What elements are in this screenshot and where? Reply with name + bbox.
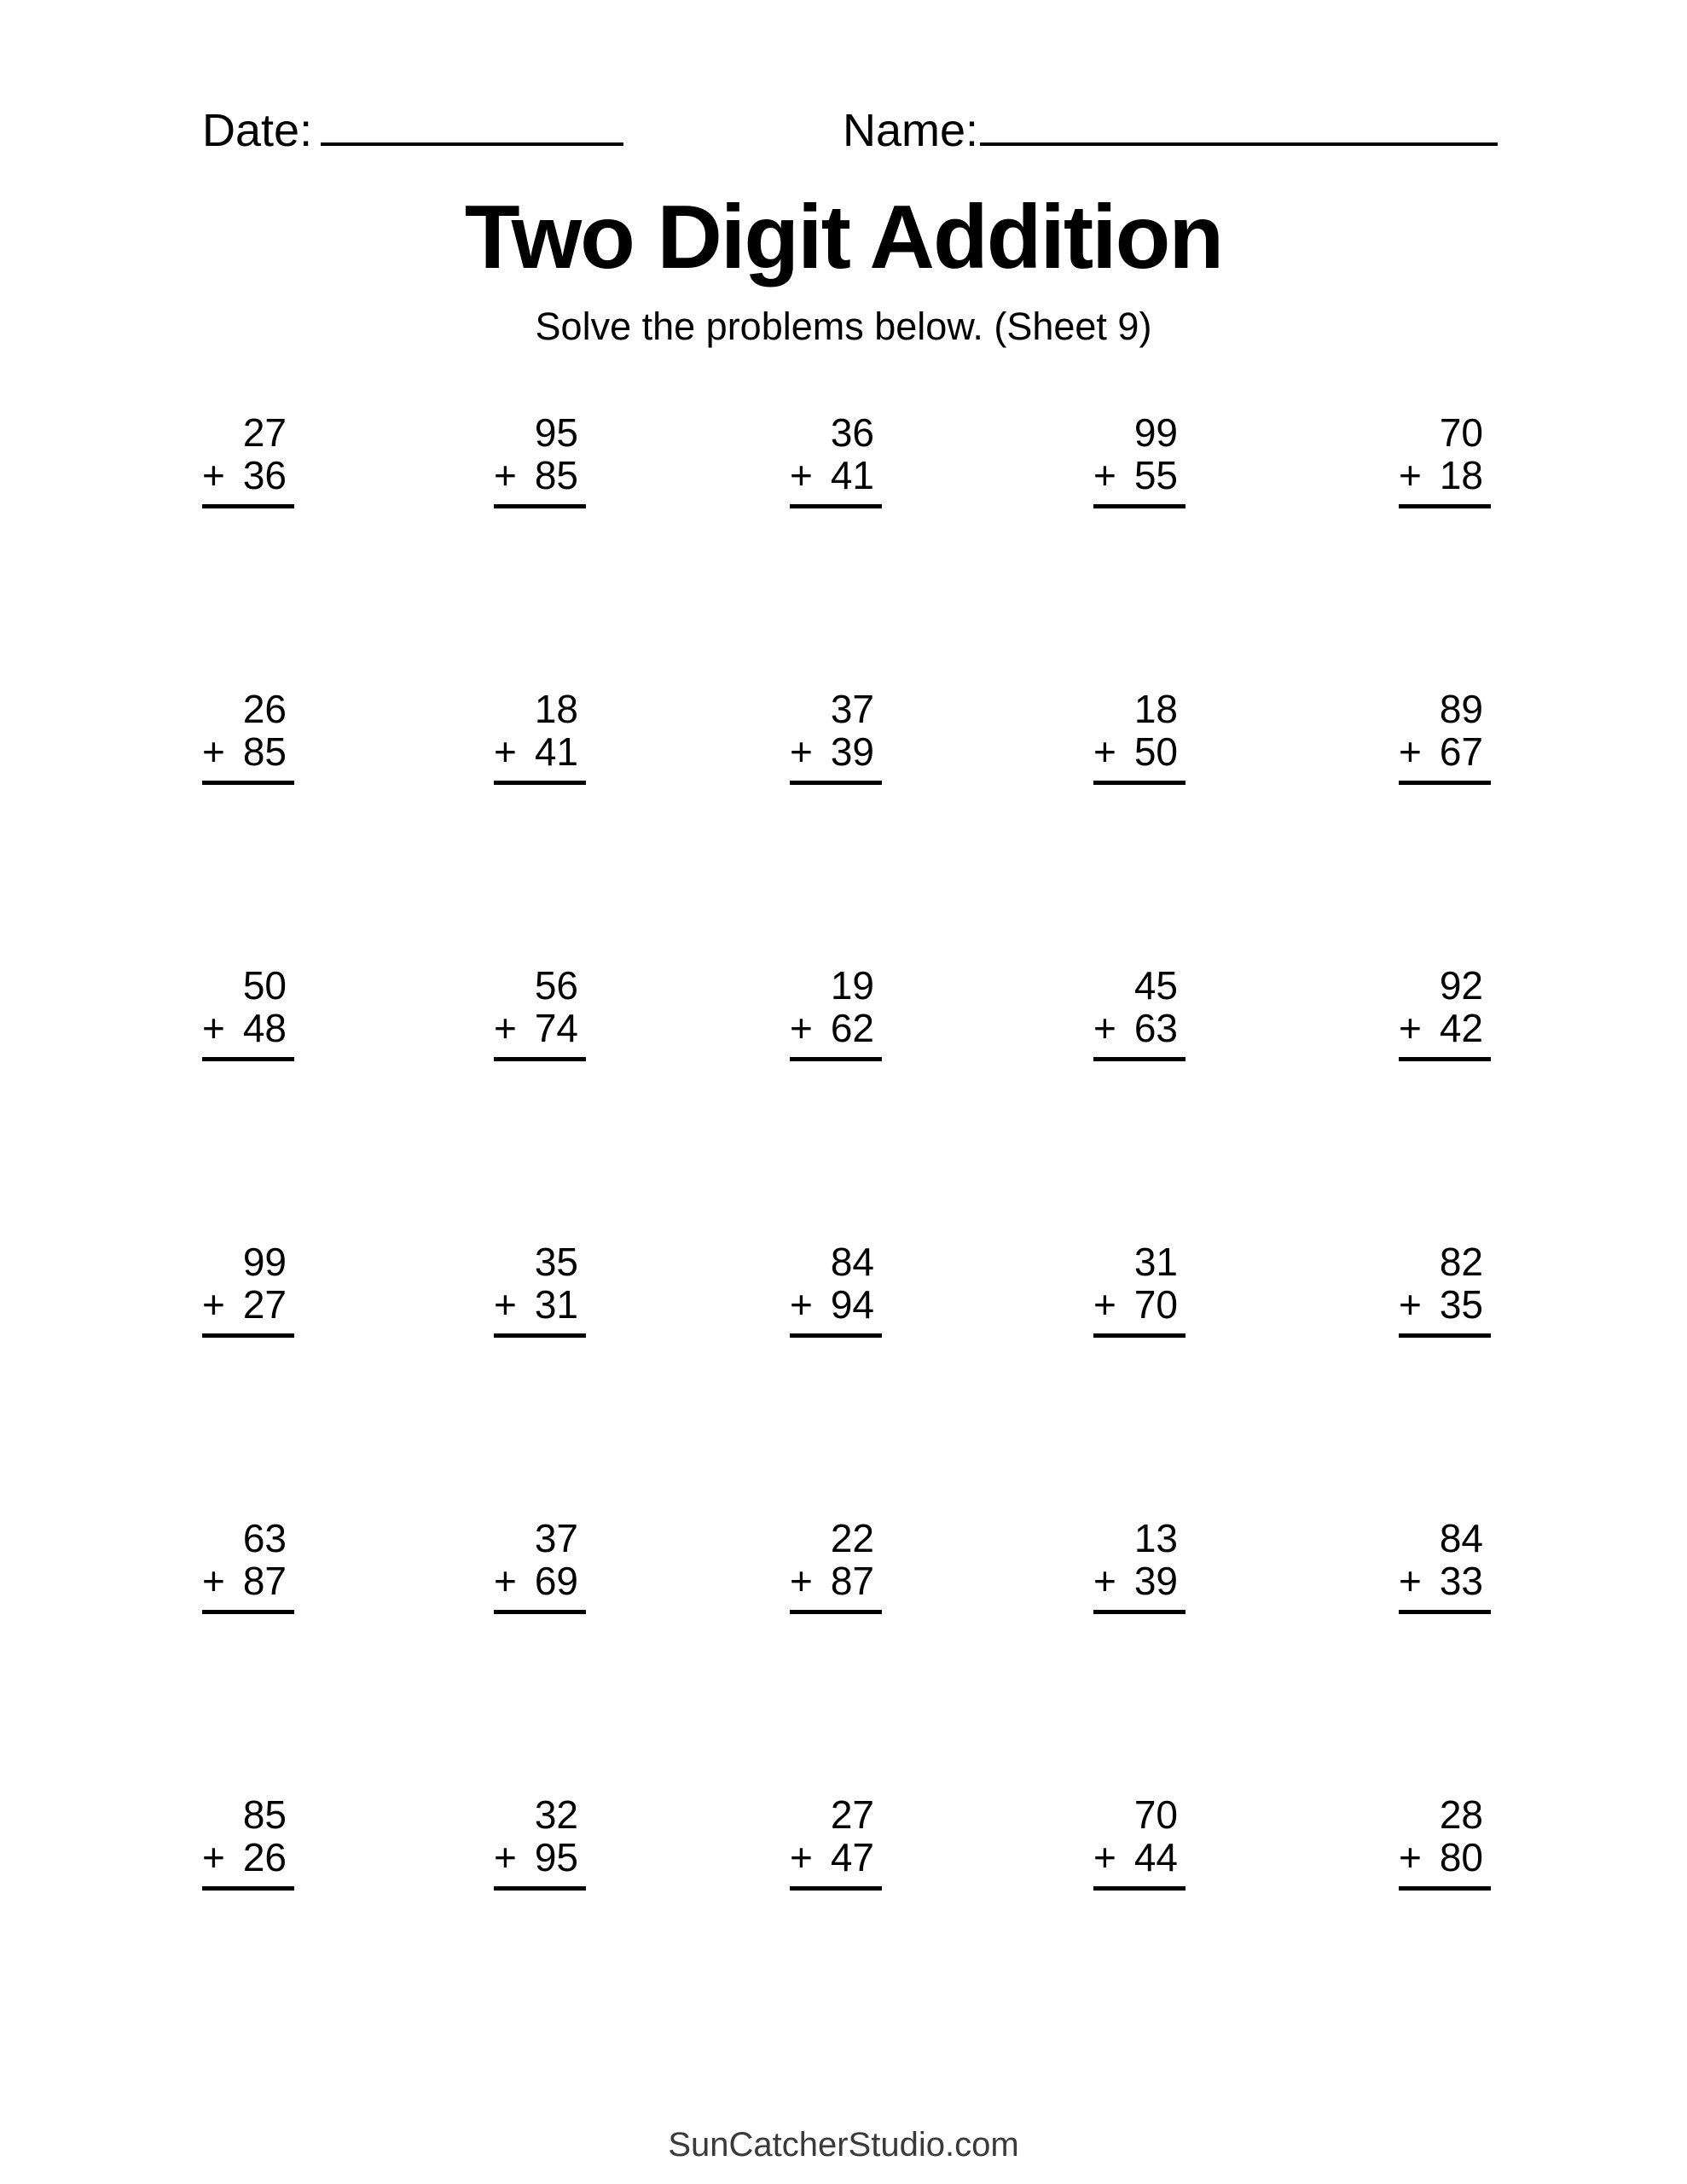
plus-operator: + xyxy=(1093,1559,1116,1603)
answer-blank-line xyxy=(790,1057,882,1061)
answer-blank-line xyxy=(494,1610,586,1614)
answer-blank-line xyxy=(790,781,882,785)
problem-cell xyxy=(1186,1517,1491,1793)
answer-blank-line xyxy=(1093,1333,1186,1338)
addend-bottom: 36 xyxy=(242,453,287,497)
plus-operator: + xyxy=(494,1835,517,1879)
addend-bottom: 31 xyxy=(534,1282,578,1327)
problem-cell xyxy=(882,411,1186,688)
plus-operator: + xyxy=(790,1006,813,1050)
problem-cell xyxy=(586,411,882,688)
addend-top: 31 xyxy=(1133,1240,1178,1284)
answer-blank-line xyxy=(202,1057,294,1061)
addend-bottom: 18 xyxy=(1439,453,1483,497)
addend-top: 50 xyxy=(242,963,287,1008)
addend-bottom: 26 xyxy=(242,1835,287,1879)
answer-blank-line xyxy=(202,1610,294,1614)
name-label: Name: xyxy=(843,105,979,156)
date-label: Date: xyxy=(202,105,313,156)
problem-cell xyxy=(294,411,586,688)
answer-blank-line xyxy=(494,1333,586,1338)
addition-problem xyxy=(1399,411,1491,508)
addend-top: 36 xyxy=(830,410,874,455)
page-title: Two Digit Addition xyxy=(464,187,1223,288)
addend-top: 99 xyxy=(242,1240,287,1284)
addition-problem xyxy=(790,964,882,1061)
addition-problem xyxy=(202,411,294,508)
addition-problem xyxy=(1093,1517,1186,1614)
plus-operator: + xyxy=(202,1559,225,1603)
addend-top: 70 xyxy=(1133,1792,1178,1837)
plus-operator: + xyxy=(790,1282,813,1327)
problem-cell xyxy=(1186,964,1491,1240)
answer-blank-line xyxy=(1093,781,1186,785)
addition-problem xyxy=(494,1517,586,1614)
problem-cell xyxy=(1186,688,1491,964)
plus-operator: + xyxy=(202,1006,225,1050)
answer-blank-line xyxy=(202,1886,294,1891)
addition-problem xyxy=(494,1240,586,1338)
addition-problem xyxy=(1399,1793,1491,1891)
problem-cell xyxy=(586,1240,882,1517)
addition-problem xyxy=(1399,688,1491,785)
addend-bottom: 94 xyxy=(830,1282,874,1327)
problem-cell xyxy=(882,1240,1186,1517)
answer-blank-line xyxy=(1399,781,1491,785)
answer-blank-line xyxy=(1093,504,1186,508)
problem-cell xyxy=(1186,411,1491,688)
problem-cell xyxy=(294,1517,586,1793)
addition-problem xyxy=(494,1793,586,1891)
addend-bottom: 35 xyxy=(1439,1282,1483,1327)
answer-blank-line xyxy=(1093,1610,1186,1614)
plus-operator: + xyxy=(1093,453,1116,497)
plus-operator: + xyxy=(494,453,517,497)
problem-cell xyxy=(294,964,586,1240)
addend-top: 35 xyxy=(534,1240,578,1284)
addition-problem xyxy=(1399,1517,1491,1614)
answer-blank-line xyxy=(1399,1333,1491,1338)
addend-bottom: 39 xyxy=(1133,1559,1178,1603)
addend-top: 18 xyxy=(1133,687,1178,731)
problem-cell xyxy=(0,411,294,688)
plus-operator: + xyxy=(494,1282,517,1327)
addend-top: 89 xyxy=(1439,687,1483,731)
addend-bottom: 69 xyxy=(534,1559,578,1603)
addend-bottom: 44 xyxy=(1133,1835,1178,1879)
plus-operator: + xyxy=(1399,1006,1422,1050)
plus-operator: + xyxy=(494,729,517,774)
problem-cell xyxy=(586,1517,882,1793)
problem-cell xyxy=(882,1517,1186,1793)
addend-top: 99 xyxy=(1133,410,1178,455)
addend-top: 95 xyxy=(534,410,578,455)
answer-blank-line xyxy=(790,1610,882,1614)
plus-operator: + xyxy=(1399,1282,1422,1327)
problem-cell xyxy=(0,1793,294,2070)
addend-bottom: 74 xyxy=(534,1006,578,1050)
addend-bottom: 39 xyxy=(830,729,874,774)
page-subtitle: Solve the problems below. (Sheet 9) xyxy=(535,305,1152,348)
plus-operator: + xyxy=(1399,1559,1422,1603)
answer-blank-line xyxy=(494,504,586,508)
answer-blank-line xyxy=(1093,1886,1186,1891)
problem-cell xyxy=(294,1240,586,1517)
addend-bottom: 85 xyxy=(534,453,578,497)
addition-problem xyxy=(202,688,294,785)
addition-problem xyxy=(1093,688,1186,785)
plus-operator: + xyxy=(202,729,225,774)
addition-problem xyxy=(494,964,586,1061)
problem-cell xyxy=(0,688,294,964)
addend-bottom: 87 xyxy=(830,1559,874,1603)
addend-bottom: 85 xyxy=(242,729,287,774)
answer-blank-line xyxy=(1399,1886,1491,1891)
problem-cell xyxy=(882,688,1186,964)
plus-operator: + xyxy=(1093,729,1116,774)
plus-operator: + xyxy=(202,1282,225,1327)
addend-top: 13 xyxy=(1133,1516,1178,1560)
problem-cell xyxy=(586,964,882,1240)
plus-operator: + xyxy=(202,1835,225,1879)
plus-operator: + xyxy=(790,453,813,497)
answer-blank-line xyxy=(1399,1057,1491,1061)
addition-problem xyxy=(1093,964,1186,1061)
addition-problem xyxy=(1093,1793,1186,1891)
addition-problem xyxy=(202,964,294,1061)
problem-cell xyxy=(0,964,294,1240)
addend-bottom: 41 xyxy=(830,453,874,497)
addition-problem xyxy=(202,1517,294,1614)
addend-top: 18 xyxy=(534,687,578,731)
answer-blank-line xyxy=(1399,504,1491,508)
addend-top: 37 xyxy=(534,1516,578,1560)
problem-cell xyxy=(294,688,586,964)
addend-top: 27 xyxy=(830,1792,874,1837)
addend-top: 70 xyxy=(1439,410,1483,455)
addend-top: 19 xyxy=(830,963,874,1008)
addend-top: 92 xyxy=(1439,963,1483,1008)
addend-top: 56 xyxy=(534,963,578,1008)
plus-operator: + xyxy=(1093,1282,1116,1327)
addition-problem xyxy=(790,1793,882,1891)
addition-problem xyxy=(1093,1240,1186,1338)
plus-operator: + xyxy=(790,729,813,774)
addend-bottom: 41 xyxy=(534,729,578,774)
addition-problem xyxy=(790,411,882,508)
addition-problem xyxy=(494,688,586,785)
plus-operator: + xyxy=(1399,1835,1422,1879)
problem-cell xyxy=(1186,1240,1491,1517)
addend-bottom: 47 xyxy=(830,1835,874,1879)
footer-credit: SunCatcherStudio.com xyxy=(668,2126,1019,2164)
addend-top: 45 xyxy=(1133,963,1178,1008)
addend-top: 84 xyxy=(1439,1516,1483,1560)
problem-cell xyxy=(586,688,882,964)
addition-problem xyxy=(790,688,882,785)
addend-bottom: 95 xyxy=(534,1835,578,1879)
addition-problem xyxy=(1093,411,1186,508)
addend-top: 22 xyxy=(830,1516,874,1560)
addition-problem xyxy=(1399,1240,1491,1338)
addend-bottom: 27 xyxy=(242,1282,287,1327)
addition-problem xyxy=(790,1517,882,1614)
answer-blank-line xyxy=(494,781,586,785)
addend-bottom: 33 xyxy=(1439,1559,1483,1603)
plus-operator: + xyxy=(1399,729,1422,774)
addition-problem xyxy=(202,1793,294,1891)
addend-top: 84 xyxy=(830,1240,874,1284)
addend-bottom: 48 xyxy=(242,1006,287,1050)
answer-blank-line xyxy=(1093,1057,1186,1061)
plus-operator: + xyxy=(790,1835,813,1879)
answer-blank-line xyxy=(494,1057,586,1061)
addition-problem xyxy=(494,411,586,508)
problem-cell xyxy=(0,1517,294,1793)
answer-blank-line xyxy=(202,1333,294,1338)
problem-cell xyxy=(0,1240,294,1517)
date-field xyxy=(202,104,623,157)
addend-top: 82 xyxy=(1439,1240,1483,1284)
problem-cell xyxy=(882,964,1186,1240)
plus-operator: + xyxy=(494,1006,517,1050)
addend-bottom: 63 xyxy=(1133,1006,1178,1050)
plus-operator: + xyxy=(1093,1006,1116,1050)
problem-cell xyxy=(294,1793,586,2070)
plus-operator: + xyxy=(202,453,225,497)
addend-bottom: 87 xyxy=(242,1559,287,1603)
answer-blank-line xyxy=(494,1886,586,1891)
addend-top: 28 xyxy=(1439,1792,1483,1837)
addition-problem xyxy=(790,1240,882,1338)
addend-top: 85 xyxy=(242,1792,287,1837)
plus-operator: + xyxy=(1093,1835,1116,1879)
addition-problem xyxy=(202,1240,294,1338)
problems-grid xyxy=(0,411,1491,2070)
name-field xyxy=(843,104,1498,157)
addend-bottom: 70 xyxy=(1133,1282,1178,1327)
addend-top: 37 xyxy=(830,687,874,731)
name-blank-line xyxy=(980,142,1498,146)
addend-top: 27 xyxy=(242,410,287,455)
addend-bottom: 67 xyxy=(1439,729,1483,774)
problem-cell xyxy=(1186,1793,1491,2070)
plus-operator: + xyxy=(494,1559,517,1603)
addend-bottom: 80 xyxy=(1439,1835,1483,1879)
answer-blank-line xyxy=(790,504,882,508)
answer-blank-line xyxy=(790,1886,882,1891)
addend-bottom: 42 xyxy=(1439,1006,1483,1050)
answer-blank-line xyxy=(202,504,294,508)
answer-blank-line xyxy=(202,781,294,785)
addend-bottom: 50 xyxy=(1133,729,1178,774)
addend-top: 32 xyxy=(534,1792,578,1837)
plus-operator: + xyxy=(1399,453,1422,497)
date-blank-line xyxy=(321,142,623,146)
answer-blank-line xyxy=(790,1333,882,1338)
problem-cell xyxy=(586,1793,882,2070)
addition-problem xyxy=(1399,964,1491,1061)
problem-cell xyxy=(882,1793,1186,2070)
answer-blank-line xyxy=(1399,1610,1491,1614)
addend-bottom: 62 xyxy=(830,1006,874,1050)
addend-bottom: 55 xyxy=(1133,453,1178,497)
plus-operator: + xyxy=(790,1559,813,1603)
addend-top: 63 xyxy=(242,1516,287,1560)
addend-top: 26 xyxy=(242,687,287,731)
